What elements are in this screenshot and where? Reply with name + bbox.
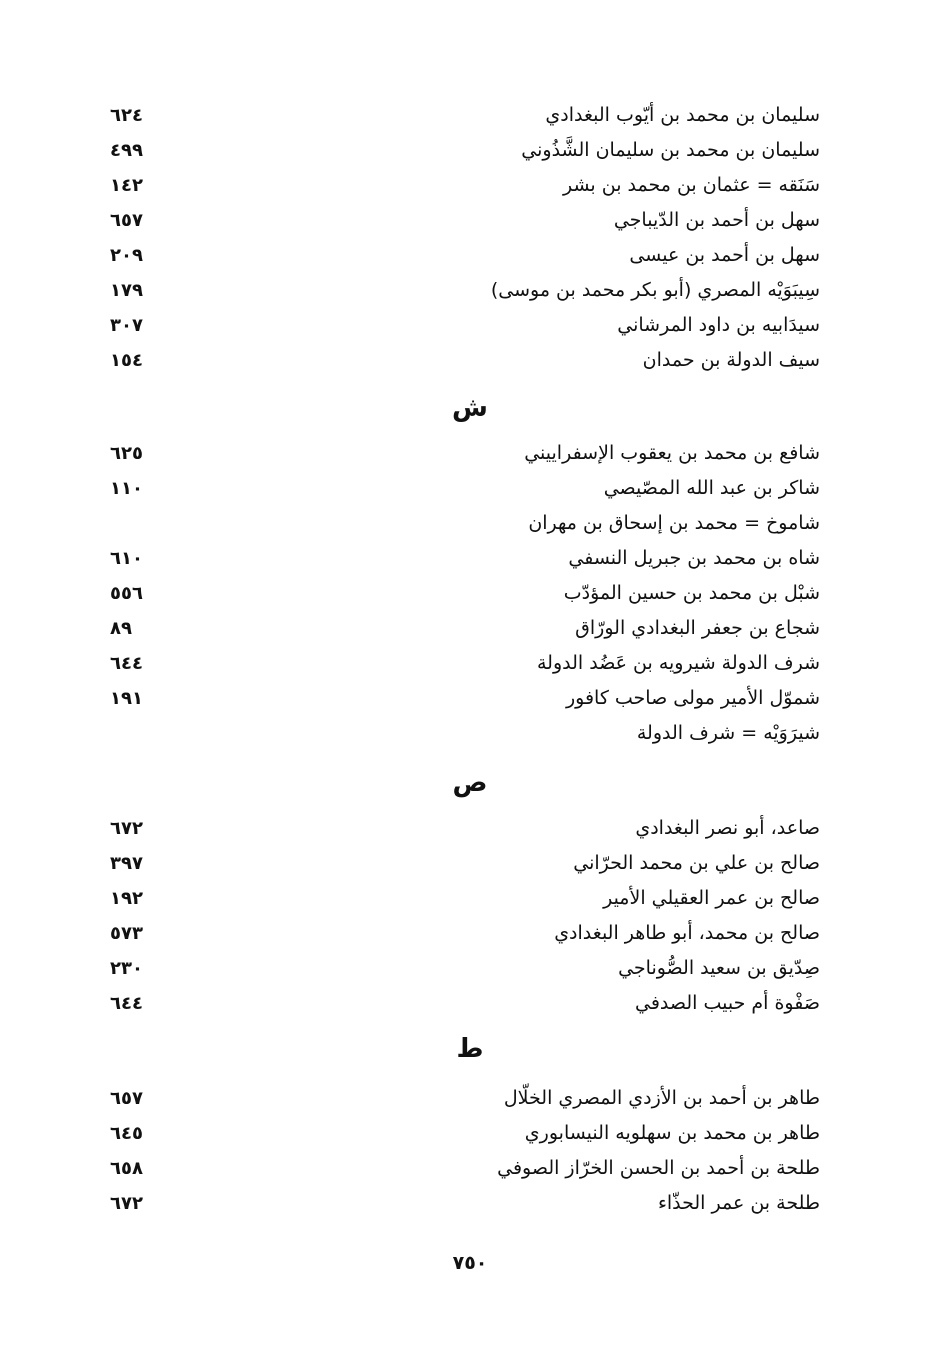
index-entry [110, 203, 820, 237]
index-entry [110, 1186, 820, 1220]
entry-page-number: ٦٤٥ [110, 1122, 143, 1144]
entry-page-number: ١٤٢ [110, 174, 143, 196]
index-entry [110, 1081, 820, 1115]
index-entry [110, 811, 820, 845]
entry-name: طلحة بن عمر الحذّاء [657, 1192, 820, 1214]
index-entry [110, 916, 820, 950]
entry-name: سليمان بن محمد بن سليمان الشَّذُوني [521, 139, 820, 161]
index-entry [110, 576, 820, 610]
index-entry [110, 471, 820, 505]
entry-name: سهل بن أحمد بن عيسى [629, 244, 820, 266]
entry-name: شموّل الأمير مولى صاحب كافور [565, 687, 820, 709]
entry-page-number: ١٩١ [110, 687, 143, 709]
entry-name: صالح بن علي بن محمد الحرّاني [573, 852, 820, 874]
entry-page-number: ٦١٠ [110, 547, 143, 569]
index-entry [110, 343, 820, 377]
entry-name: سيف الدولة بن حمدان [642, 349, 820, 371]
entry-page-number: ١٧٩ [110, 279, 143, 301]
index-entry [110, 308, 820, 342]
entry-name: سِيبَوَيْه المصري (أبو بكر محمد بن موسى) [490, 279, 820, 301]
index-entry [110, 168, 820, 202]
page-number: ٧٥٠ [452, 1252, 488, 1274]
index-entry [110, 716, 820, 750]
index-entry [110, 1151, 820, 1185]
entry-name: شاموخ = محمد بن إسحاق بن مهران [528, 512, 820, 534]
entry-name: سيدَابيه بن داود المرشاني [617, 314, 820, 336]
entry-page-number: ٥٥٦ [110, 582, 143, 604]
entry-name: شبْل بن محمد بن حسين المؤدّب [563, 582, 820, 604]
entry-name: شاه بن محمد بن جبريل النسفي [568, 547, 820, 569]
entry-name: طلحة بن أحمد بن الحسن الخرّاز الصوفي [497, 1157, 820, 1179]
entry-page-number: ٨٩ [110, 617, 132, 639]
index-entry [110, 611, 820, 645]
index-entry [110, 506, 820, 540]
entry-page-number: ١٥٤ [110, 349, 143, 371]
entry-page-number: ٥٧٣ [110, 922, 143, 944]
entry-page-number: ٦٥٨ [110, 1157, 143, 1179]
entry-page-number: ٣٠٧ [110, 314, 143, 336]
entry-name: سَنَقه = عثمان بن محمد بن بشر [562, 174, 820, 196]
entry-page-number: ٣٩٧ [110, 852, 143, 874]
entry-name: سهل بن أحمد بن الدّيباجي [613, 209, 820, 231]
entry-page-number: ٦٤٤ [110, 992, 143, 1014]
index-entry [110, 98, 820, 132]
section-letter: ط [456, 1034, 484, 1064]
entry-name: صَفْوة أم حبيب الصدفي [635, 992, 820, 1014]
index-entry [110, 951, 820, 985]
entry-page-number: ٦٢٤ [110, 104, 143, 126]
entry-page-number: ١٩٢ [110, 887, 143, 909]
section-letter: ص [452, 768, 488, 798]
entry-page-number: ٦٥٧ [110, 209, 143, 231]
entry-page-number: ٢٣٠ [110, 957, 143, 979]
entry-name: طاهر بن محمد بن سهلويه النيسابوري [524, 1122, 820, 1144]
entry-name: شيرَوَيْه = شرف الدولة [636, 722, 820, 744]
entry-name: شاكر بن عبد الله المصّيصي [603, 477, 820, 499]
section-letter: ش [452, 393, 488, 423]
entry-name: شافع بن محمد بن يعقوب الإسفراييني [524, 442, 820, 464]
index-entry [110, 436, 820, 470]
entry-page-number: ٦٧٢ [110, 1192, 143, 1214]
index-entry [110, 1116, 820, 1150]
entry-name: صِدّيق بن سعيد الصُّوناجي [618, 957, 820, 979]
index-entry [110, 133, 820, 167]
entry-page-number: ٢٠٩ [110, 244, 143, 266]
entry-name: شجاع بن جعفر البغدادي الورّاق [575, 617, 820, 639]
entry-name: صالح بن محمد، أبو طاهر البغدادي [554, 922, 820, 944]
entry-page-number: ٦٤٤ [110, 652, 143, 674]
entry-page-number: ٤٩٩ [110, 139, 143, 161]
entry-name: شرف الدولة شيرويه بن عَضُد الدولة [536, 652, 820, 674]
entry-name: سليمان بن محمد بن أيّوب البغدادي [545, 104, 820, 126]
index-entry [110, 846, 820, 880]
entry-name: صاعد، أبو نصر البغدادي [635, 817, 820, 839]
entry-page-number: ٦٧٢ [110, 817, 143, 839]
index-entry [110, 541, 820, 575]
index-entry [110, 273, 820, 307]
index-entry [110, 986, 820, 1020]
entry-name: طاهر بن أحمد بن الأزدي المصري الخلّال [503, 1087, 820, 1109]
entry-page-number: ٦٢٥ [110, 442, 143, 464]
entry-page-number: ١١٠ [110, 477, 143, 499]
entry-page-number: ٦٥٧ [110, 1087, 143, 1109]
index-entry [110, 238, 820, 272]
index-entry [110, 681, 820, 715]
index-entry [110, 646, 820, 680]
entry-name: صالح بن عمر العقيلي الأمير [603, 887, 820, 909]
index-entry [110, 881, 820, 915]
